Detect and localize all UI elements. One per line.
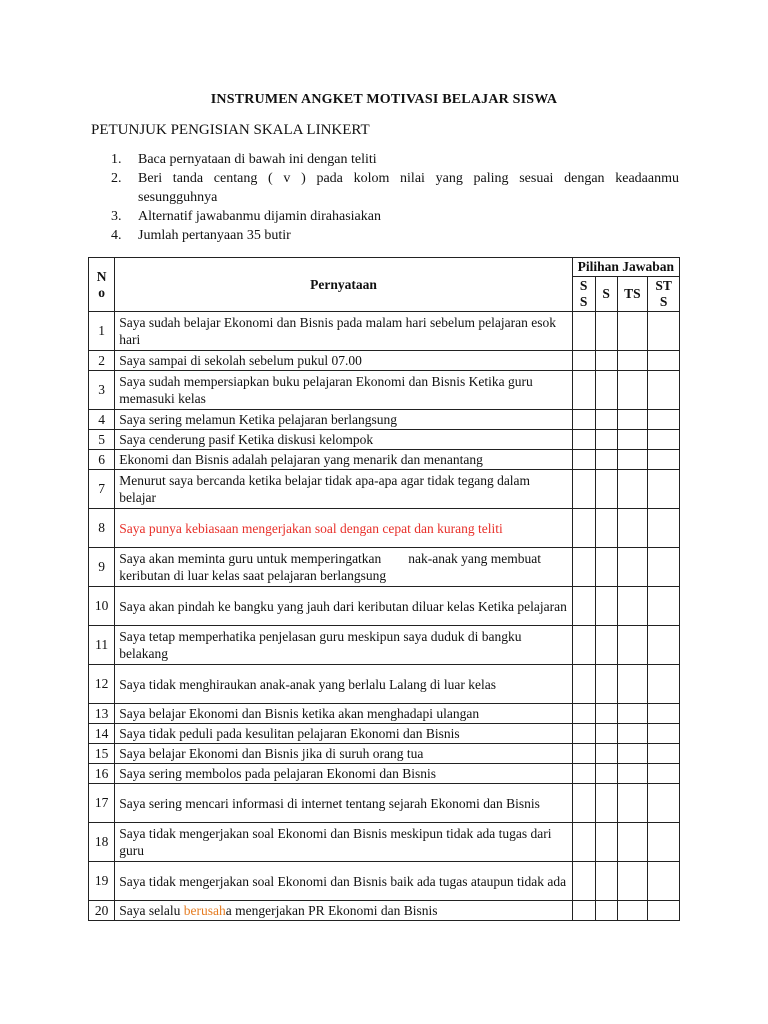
table-row (89, 784, 680, 823)
answer-ss-cell[interactable] (572, 862, 595, 901)
statement-highlight: berusah (183, 903, 226, 918)
row-statement: Saya sering membolos pada pelajaran Ekonomi dan Bisnis (115, 764, 572, 784)
answer-sts-cell[interactable] (648, 704, 680, 724)
answer-s-cell[interactable] (595, 724, 617, 744)
answer-sts-cell[interactable] (648, 626, 680, 665)
answer-ts-cell[interactable] (617, 744, 648, 764)
row-number: 19 (89, 862, 115, 901)
table-row (89, 430, 680, 450)
answer-ss-cell[interactable] (572, 351, 595, 371)
answer-sts-cell[interactable] (648, 665, 680, 704)
row-number: 7 (89, 470, 115, 509)
answer-s-cell[interactable] (595, 450, 617, 470)
answer-s-cell[interactable] (595, 509, 617, 548)
row-statement: Saya belajar Ekonomi dan Bisnis ketika akan menghadapi ulangan (115, 704, 572, 724)
row-number: 15 (89, 744, 115, 764)
table-row (89, 312, 680, 351)
answer-sts-cell[interactable] (648, 901, 680, 921)
row-number: 17 (89, 784, 115, 823)
answer-ts-cell[interactable] (617, 470, 648, 509)
answer-s-cell[interactable] (595, 704, 617, 724)
row-number: 16 (89, 764, 115, 784)
row-statement (115, 901, 572, 921)
answer-ss-cell[interactable] (572, 450, 595, 470)
header-no: N o (89, 258, 115, 312)
answer-ts-cell[interactable] (617, 312, 648, 351)
header-choices: Pilihan Jawaban (572, 258, 679, 277)
row-statement: Saya cenderung pasif Ketika diskusi kelompok (115, 430, 572, 450)
table-row (89, 704, 680, 724)
answer-ts-cell[interactable] (617, 823, 648, 862)
statement-part: Saya selalu (119, 903, 184, 918)
row-statement: Ekonomi dan Bisnis adalah pelajaran yang menarik dan menantang (115, 450, 572, 470)
answer-ss-cell[interactable] (572, 704, 595, 724)
row-number: 8 (89, 509, 115, 548)
answer-s-cell[interactable] (595, 665, 617, 704)
table-row (89, 470, 680, 509)
instruction-number: 3. (111, 209, 122, 224)
table-row (89, 744, 680, 764)
answer-sts-cell[interactable] (648, 430, 680, 450)
answer-ss-cell[interactable] (572, 901, 595, 921)
row-number: 3 (89, 371, 115, 410)
row-number: 18 (89, 823, 115, 862)
table-row (89, 626, 680, 665)
answer-ts-cell[interactable] (617, 371, 648, 410)
answer-ts-cell[interactable] (617, 626, 648, 665)
answer-s-cell[interactable] (595, 410, 617, 430)
row-statement-highlighted: Saya punya kebiasaan mengerjakan soal dengan cepat dan kurang teliti (115, 509, 572, 548)
answer-sts-cell[interactable] (648, 450, 680, 470)
row-statement: Saya sering melamun Ketika pelajaran berlangsung (115, 410, 572, 430)
answer-s-cell[interactable] (595, 351, 617, 371)
answer-s-cell[interactable] (595, 862, 617, 901)
row-statement: Saya tidak peduli pada kesulitan pelajaran Ekonomi dan Bisnis (115, 724, 572, 744)
table-row (89, 410, 680, 430)
answer-ss-cell[interactable] (572, 744, 595, 764)
row-number: 2 (89, 351, 115, 371)
answer-ss-cell[interactable] (572, 823, 595, 862)
answer-ts-cell[interactable] (617, 410, 648, 430)
instructions-heading: PETUNJUK PENGISIAN SKALA LINKERT (91, 122, 370, 138)
instruction-item (91, 207, 679, 226)
instruction-text: Baca pernyataan di bawah ini dengan teliti (138, 152, 377, 167)
row-statement: Saya tetap memperhatika penjelasan guru meskipun saya duduk di bangku belakang (115, 626, 572, 665)
table-row (89, 587, 680, 626)
header-statement: Pernyataan (115, 258, 572, 312)
table-row (89, 548, 680, 587)
table-row (89, 823, 680, 862)
answer-ts-cell[interactable] (617, 724, 648, 744)
row-statement: Saya sampai di sekolah sebelum pukul 07.00 (115, 351, 572, 371)
answer-ts-cell[interactable] (617, 351, 648, 371)
answer-sts-cell[interactable] (648, 784, 680, 823)
answer-ss-cell[interactable] (572, 548, 595, 587)
answer-ts-cell[interactable] (617, 509, 648, 548)
survey-table (88, 257, 680, 921)
row-statement: Saya tidak menghiraukan anak-anak yang berlalu Lalang di luar kelas (115, 665, 572, 704)
table-row (89, 764, 680, 784)
answer-sts-cell[interactable] (648, 351, 680, 371)
answer-ss-cell[interactable] (572, 626, 595, 665)
row-number: 10 (89, 587, 115, 626)
row-statement: Saya akan pindah ke bangku yang jauh dari keributan diluar kelas Ketika pelajaran (115, 587, 572, 626)
row-statement: Saya sudah belajar Ekonomi dan Bisnis pada malam hari sebelum pelajaran esok hari (115, 312, 572, 351)
answer-ss-cell[interactable] (572, 470, 595, 509)
answer-sts-cell[interactable] (648, 371, 680, 410)
row-number: 20 (89, 901, 115, 921)
answer-sts-cell[interactable] (648, 744, 680, 764)
document-title: INSTRUMEN ANGKET MOTIVASI BELAJAR SISWA (210, 92, 558, 107)
answer-ts-cell[interactable] (617, 548, 648, 587)
table-row (89, 371, 680, 410)
row-statement: Menurut saya bercanda ketika belajar tidak apa-apa agar tidak tegang dalam belajar (115, 470, 572, 509)
answer-s-cell[interactable] (595, 823, 617, 862)
answer-ss-cell[interactable] (572, 509, 595, 548)
answer-s-cell[interactable] (595, 784, 617, 823)
answer-ts-cell[interactable] (617, 862, 648, 901)
answer-sts-cell[interactable] (648, 509, 680, 548)
row-number: 11 (89, 626, 115, 665)
answer-ts-cell[interactable] (617, 764, 648, 784)
row-statement: Saya akan meminta guru untuk memperingatkan nak-anak yang membuat keributan di luar kelas saat pelajaran berlangsung (115, 548, 572, 587)
instruction-number: 2. (111, 171, 122, 186)
instructions-list (91, 150, 679, 245)
instruction-text: Alternatif jawabanmu dijamin dirahasiakan (138, 209, 381, 224)
table-row (89, 724, 680, 744)
answer-ts-cell[interactable] (617, 704, 648, 724)
row-number: 4 (89, 410, 115, 430)
answer-sts-cell[interactable] (648, 724, 680, 744)
instruction-number: 1. (111, 152, 122, 167)
row-statement: Saya tidak mengerjakan soal Ekonomi dan Bisnis baik ada tugas ataupun tidak ada (115, 862, 572, 901)
answer-s-cell[interactable] (595, 548, 617, 587)
header-sts: ST S (648, 277, 680, 312)
answer-ts-cell[interactable] (617, 901, 648, 921)
instruction-item (91, 226, 679, 245)
answer-sts-cell[interactable] (648, 764, 680, 784)
answer-sts-cell[interactable] (648, 862, 680, 901)
row-number: 12 (89, 665, 115, 704)
instruction-item (91, 169, 679, 207)
answer-sts-cell[interactable] (648, 410, 680, 430)
table-row (89, 450, 680, 470)
header-s: S (595, 277, 617, 312)
row-statement: Saya sudah mempersiapkan buku pelajaran Ekonomi dan Bisnis Ketika guru memasuki kelas (115, 371, 572, 410)
answer-ss-cell[interactable] (572, 312, 595, 351)
row-number: 14 (89, 724, 115, 744)
answer-s-cell[interactable] (595, 371, 617, 410)
instruction-text: Beri tanda centang ( v ) pada kolom nilai yang paling sesuai dengan keadaanmu sesungguhnya (138, 171, 679, 205)
row-statement: Saya belajar Ekonomi dan Bisnis jika di suruh orang tua (115, 744, 572, 764)
instruction-item (91, 150, 679, 169)
answer-s-cell[interactable] (595, 744, 617, 764)
answer-ts-cell[interactable] (617, 450, 648, 470)
answer-sts-cell[interactable] (648, 823, 680, 862)
answer-s-cell[interactable] (595, 430, 617, 450)
answer-ss-cell[interactable] (572, 371, 595, 410)
answer-sts-cell[interactable] (648, 312, 680, 351)
answer-s-cell[interactable] (595, 587, 617, 626)
table-row (89, 862, 680, 901)
row-statement: Saya sering mencari informasi di internet tentang sejarah Ekonomi dan Bisnis (115, 784, 572, 823)
answer-ss-cell[interactable] (572, 430, 595, 450)
row-number: 13 (89, 704, 115, 724)
answer-ss-cell[interactable] (572, 665, 595, 704)
answer-s-cell[interactable] (595, 470, 617, 509)
answer-sts-cell[interactable] (648, 587, 680, 626)
answer-sts-cell[interactable] (648, 548, 680, 587)
header-ts: TS (617, 277, 648, 312)
answer-ss-cell[interactable] (572, 784, 595, 823)
answer-ts-cell[interactable] (617, 784, 648, 823)
answer-ts-cell[interactable] (617, 665, 648, 704)
header-ss: S S (572, 277, 595, 312)
row-number: 9 (89, 548, 115, 587)
answer-s-cell[interactable] (595, 312, 617, 351)
statement-part: a mengerjakan PR Ekonomi dan Bisnis (225, 903, 438, 918)
table-row (89, 509, 680, 548)
row-number: 1 (89, 312, 115, 351)
table-row (89, 901, 680, 921)
table-row (89, 665, 680, 704)
instruction-number: 4. (111, 228, 122, 243)
answer-sts-cell[interactable] (648, 470, 680, 509)
row-number: 6 (89, 450, 115, 470)
row-number: 5 (89, 430, 115, 450)
row-statement: Saya tidak mengerjakan soal Ekonomi dan Bisnis meskipun tidak ada tugas dari guru (115, 823, 572, 862)
instruction-text: Jumlah pertanyaan 35 butir (138, 228, 291, 243)
answer-ts-cell[interactable] (617, 587, 648, 626)
answer-s-cell[interactable] (595, 901, 617, 921)
answer-ss-cell[interactable] (572, 724, 595, 744)
answer-s-cell[interactable] (595, 626, 617, 665)
answer-s-cell[interactable] (595, 764, 617, 784)
answer-ss-cell[interactable] (572, 410, 595, 430)
table-row (89, 351, 680, 371)
answer-ss-cell[interactable] (572, 764, 595, 784)
answer-ss-cell[interactable] (572, 587, 595, 626)
answer-ts-cell[interactable] (617, 430, 648, 450)
